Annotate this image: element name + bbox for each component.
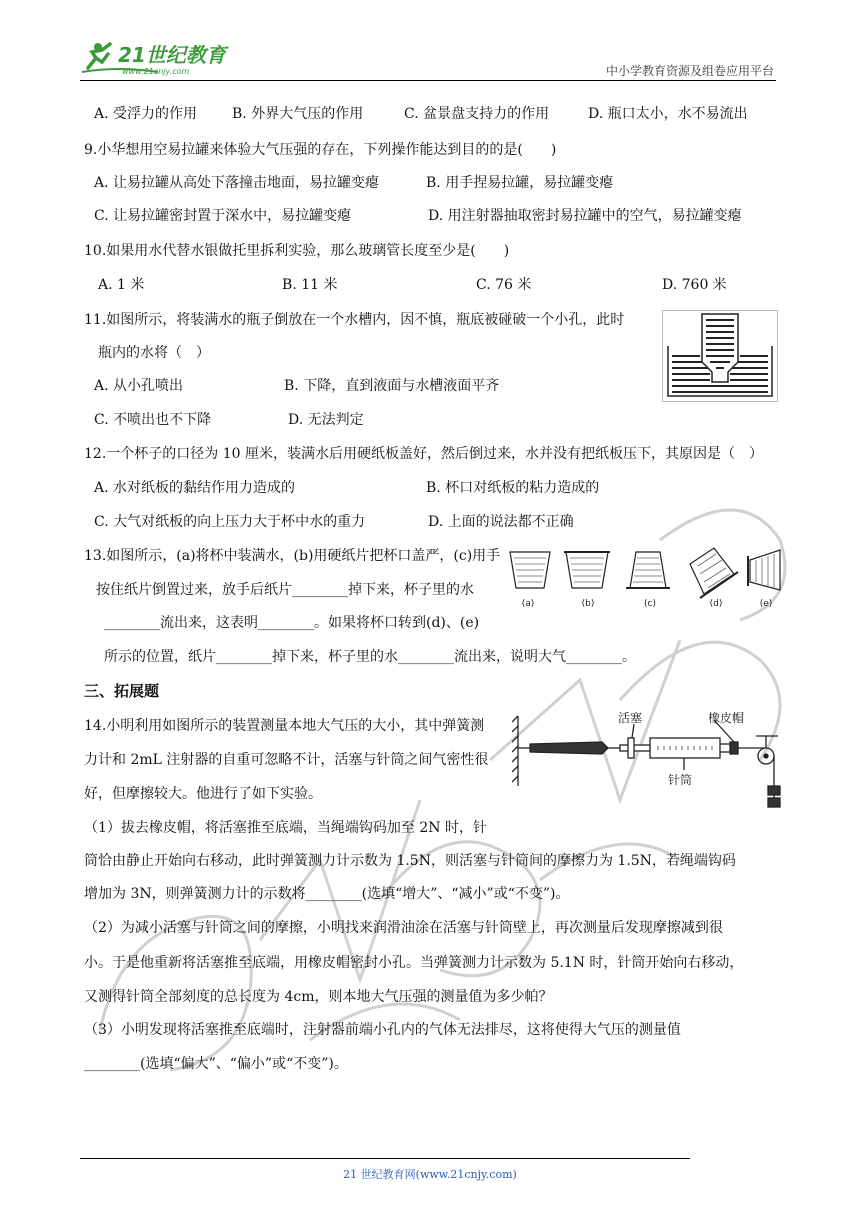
q13-line4: 所示的位置，纸片________掉下来，杯子里的水________流出来，说明大气________。 <box>104 649 636 665</box>
q14-part2-line1: （2）为减小活塞与针筒之间的摩擦，小明找来润滑油涂在活塞与针筒壁上，再次测量后发现摩擦减到很 <box>84 920 723 936</box>
q14-part1-line2: 筒恰由静止开始向右移动，此时弹簧测力计示数为 1.5N，则活塞与针筒间的摩擦力为 1.5N，若绳端钩码 <box>84 853 736 869</box>
q14-line2: 力计和 2mL 注射器的自重可忽略不计，活塞与针筒之间气密性很 <box>84 752 489 768</box>
logo-subtext: www.21cnjy.com <box>122 67 190 76</box>
q14-syringe-figure <box>512 708 784 814</box>
q12-stem: 12.一个杯子的口径为 10 厘米，装满水后用硬纸板盖好，然后倒过来，水并没有把纸板压下，其原因是（ ） <box>84 446 763 462</box>
label-rubber-cap: 橡皮帽 <box>708 711 745 725</box>
q13-line2: 按住纸片倒置过来，放手后纸片________掉下来，杯子里的水 <box>96 582 474 598</box>
q13-line1: 13.如图所示，(a)将杯中装满水，(b)用硬纸片把杯口盖严，(c)用手 <box>84 548 501 564</box>
q12-option-c: C. 大气对纸板的向上压力大于杯中水的重力 <box>94 514 366 530</box>
q13-line3: ________流出来，这表明________。如果将杯口转到(d)、(e) <box>104 615 480 631</box>
q8-option-b: B. 外界大气压的作用 <box>232 106 364 122</box>
q13-label-c: (c) <box>644 599 656 609</box>
q9-option-a: A. 让易拉罐从高处下落撞击地面，易拉罐变瘪 <box>94 175 380 191</box>
q13-label-b: (b) <box>581 599 595 609</box>
q11-option-a: A. 从小孔喷出 <box>94 378 184 394</box>
q13-label-e: (e) <box>759 599 773 609</box>
platform-label: 中小学教育资源及组卷应用平台 <box>605 64 774 78</box>
q9-stem: 9.小华想用空易拉罐来体验大气压强的存在，下列操作能达到目的的是( ) <box>84 142 557 158</box>
q14-part1-line1: （1）拔去橡皮帽，将活塞推至底端，当绳端钩码加至 2N 时，针 <box>84 820 487 836</box>
q10-option-d: D. 760 米 <box>662 277 727 293</box>
q11-bottle-figure <box>662 310 778 402</box>
footer-divider <box>80 1158 690 1159</box>
footer-link[interactable]: 21 世纪教育网(www.21cnjy.com) <box>343 1168 517 1181</box>
q10-option-a: A. 1 米 <box>98 277 145 293</box>
q11-stem-line1: 11.如图所示，将装满水的瓶子倒放在一个水槽内，因不慎，瓶底被碰破一个小孔，此时 <box>84 312 625 328</box>
q12-option-b: B. 杯口对纸板的粘力造成的 <box>426 480 600 496</box>
q13-cups-figure <box>504 546 784 612</box>
q10-stem: 10.如果用水代替水银做托里拆利实验，那么玻璃管长度至少是( ) <box>84 243 510 259</box>
q13-label-d: (d) <box>709 599 723 609</box>
q14-part2-line3: 又测得针筒全部刻度的总长度为 4cm，则本地大气压强的测量值为多少帕？ <box>84 989 553 1005</box>
logo-text: 21世纪教育 <box>118 43 226 67</box>
section-title-extension: 三、拓展题 <box>84 682 160 700</box>
q11-stem-line2: 瓶内的水将（ ） <box>98 345 210 361</box>
header-divider <box>80 80 776 81</box>
q12-option-d: D. 上面的说法都不正确 <box>428 514 574 530</box>
q8-option-d: D. 瓶口太小，水不易流出 <box>588 106 748 122</box>
q14-part2-line2: 小。于是他重新将活塞推至底端，用橡皮帽密封小孔。当弹簧测力计示数为 5.1N 时，针筒开始向右移动， <box>84 955 744 971</box>
q11-option-d: D. 无法判定 <box>288 412 364 428</box>
q14-part1-line3: 增加为 3N，则弹簧测力计的示数将________(选填“增大”、“减小”或“不变”)。 <box>84 886 570 902</box>
q14-line1: 14.小明利用如图所示的装置测量本地大气压的大小，其中弹簧测 <box>84 718 485 734</box>
q8-option-c: C. 盆景盘支持力的作用 <box>404 106 550 122</box>
q9-option-c: C. 让易拉罐密封置于深水中，易拉罐变瘪 <box>94 208 352 224</box>
q11-option-b: B. 下降，直到液面与水槽液面平齐 <box>284 378 500 394</box>
q13-label-a: (a) <box>521 599 535 609</box>
q12-option-a: A. 水对纸板的黏结作用力造成的 <box>94 480 296 496</box>
site-logo <box>78 38 248 78</box>
q9-option-b: B. 用手捏易拉罐，易拉罐变瘪 <box>426 175 614 191</box>
q14-line3: 好，但摩擦较大。他进行了如下实验。 <box>84 786 322 802</box>
label-barrel: 针筒 <box>668 773 693 787</box>
q10-option-b: B. 11 米 <box>282 277 338 293</box>
q14-part3-line1: （3）小明发现将活塞推至底端时，注射器前端小孔内的气体无法排尽，这将使得大气压的测量值 <box>84 1022 681 1038</box>
q8-option-a: A. 受浮力的作用 <box>94 106 198 122</box>
q10-option-c: C. 76 米 <box>476 277 532 293</box>
q14-part3-line2: ________(选填“偏大”、“偏小”或“不变”)。 <box>84 1056 348 1072</box>
q11-option-c: C. 不喷出也不下降 <box>94 412 212 428</box>
label-piston: 活塞 <box>618 711 643 725</box>
q9-option-d: D. 用注射器抽取密封易拉罐中的空气，易拉罐变瘪 <box>428 208 742 224</box>
